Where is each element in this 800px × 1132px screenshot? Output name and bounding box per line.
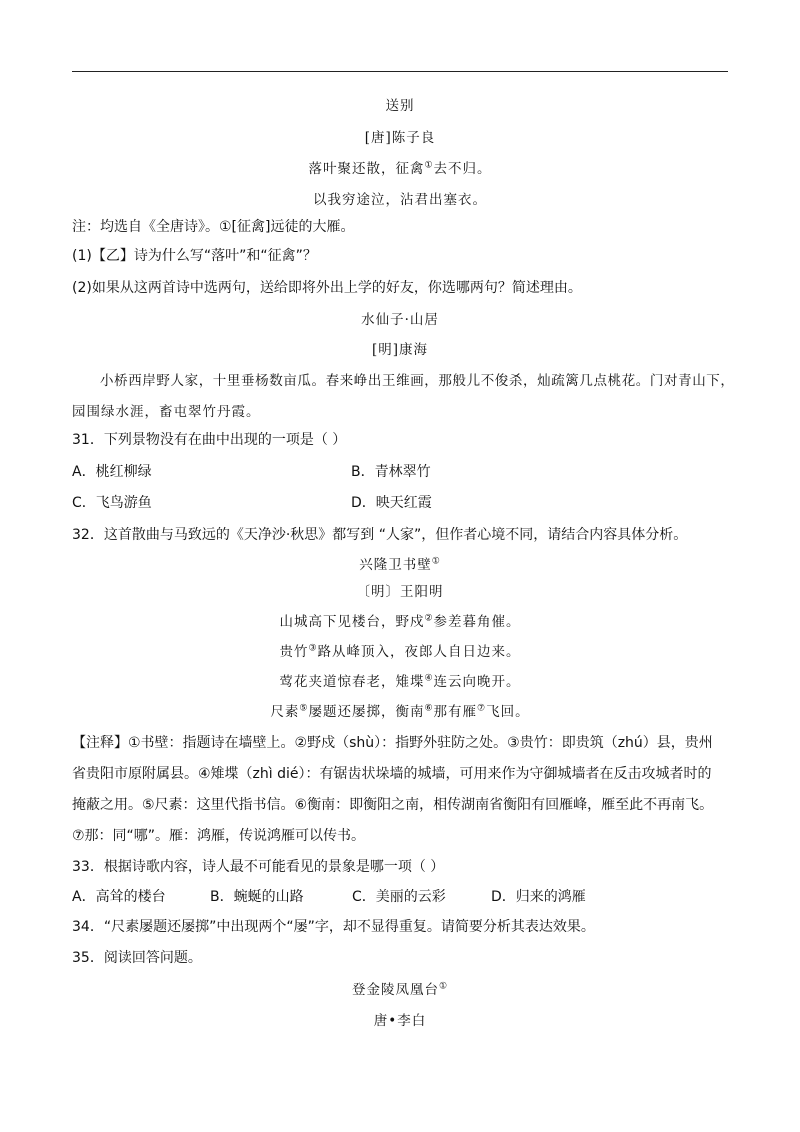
poem1-line1: 落叶聚还散，征禽①去不归。 [308, 160, 492, 177]
poem3-title: 兴隆卫书壁① [359, 556, 441, 573]
notes3-line2: 省贵阳市原附属县。④雉堞（zhì dié）：有锯齿状垛墙的城墙，可用来作为守御城墙者在反击攻城者时的 [72, 766, 712, 782]
header-rule [72, 71, 728, 72]
question-2: (2)如果从这两首诗中选两句，送给即将外出上学的好友，你选哪两句？简述理由。 [72, 280, 582, 296]
notes3-line3: 掩蔽之用。⑤尺素：这里代指书信。⑥衡南：即衡阳之南，相传湖南省衡阳有回雁峰，雁至此不再南飞。 [72, 797, 714, 813]
q31-option-b: B．青林翠竹 [351, 464, 431, 480]
question-1: (1)【乙】诗为什么写“落叶”和“征禽”？ [72, 248, 317, 264]
q33-option-b: B．蜿蜒的山路 [210, 889, 304, 905]
q31-option-a: A．桃红柳绿 [72, 464, 152, 480]
q33-option-a: A．高耸的楼台 [72, 889, 166, 905]
note1: 注：均选自《全唐诗》。①[征禽]远徒的大雁。 [72, 219, 355, 235]
poem3-line1: 山城高下见楼台，野戍②参差暮角催。 [279, 613, 521, 630]
question-35: 35．阅读回答问题。 [72, 950, 202, 966]
poem3-line3: 莺花夹道惊春老，雉堞④连云向晚开。 [279, 673, 521, 690]
poem3-line2: 贵竹③路从峰顶入，夜郎人自日边来。 [279, 643, 521, 660]
poem3-author: 〔明〕王阳明 [356, 584, 444, 600]
notes3-line1: 【注释】①书壁：指题诗在墙壁上。②野戍（shù）：指野外驻防之处。③贵竹：即贵筑（zhú）县，贵州 [72, 735, 713, 751]
poem1-title: 送别 [385, 98, 415, 114]
q33-option-c: C．美丽的云彩 [352, 889, 446, 905]
poem2-title: 水仙子·山居 [361, 312, 439, 328]
poem1-line2: 以我穷途泣，沾君出塞衣。 [313, 192, 487, 208]
poem1-author: [唐]陈子良 [364, 130, 436, 146]
q31-option-c: C．飞鸟游鱼 [72, 495, 152, 511]
poem4-title: 登金陵凤凰台① [351, 981, 449, 998]
question-34: 34．“尺素屡题还屡掷”中出现两个“屡”字，却不显得重复。请简要分析其表达效果。 [72, 919, 595, 935]
question-33: 33．根据诗歌内容，诗人最不可能看见的景象是哪一项（ ） [72, 859, 445, 875]
poem2-line2: 园围绿水涯，畜屯翠竹丹霞。 [72, 404, 261, 420]
q31-option-d: D．映天红霞 [351, 495, 432, 511]
poem2-author: [明]康海 [371, 342, 429, 358]
poem4-author: 唐•李白 [373, 1013, 427, 1029]
notes3-line4: ⑦那：同“哪”。雁：鸿雁，传说鸿雁可以传书。 [72, 828, 366, 844]
poem3-line4: 尺素⑤屡题还屡掷，衡南⑥那有雁⑦飞回。 [270, 703, 530, 720]
question-32: 32．这首散曲与马致远的《天净沙·秋思》都写到 “人家”，但作者心境不同，请结合内容具体分析。 [72, 527, 688, 543]
question-31: 31．下列景物没有在曲中出现的一项是（ ） [72, 432, 347, 448]
q33-option-d: D．归来的鸿雁 [491, 889, 586, 905]
poem2-line1: 小桥西岸野人家，十里垂杨数亩瓜。春来峥出王维画，那般儿不俊杀，灿疏篱几点桃花。门对青山下， [100, 373, 735, 389]
